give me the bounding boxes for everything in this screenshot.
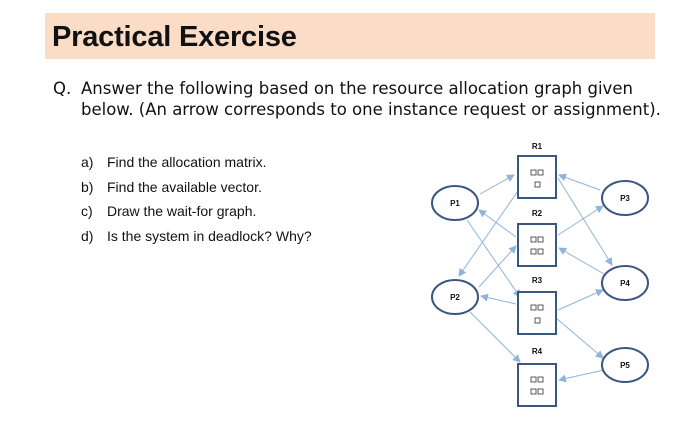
edge-p1-r1 xyxy=(480,175,514,194)
edge-r2-p3 xyxy=(558,206,603,235)
resource-label: R3 xyxy=(531,276,543,285)
process-label: P4 xyxy=(620,279,630,288)
edge-p3-r1 xyxy=(559,175,600,190)
page-title: Practical Exercise xyxy=(52,21,297,53)
resource-r3 xyxy=(518,276,556,334)
resource-label: R2 xyxy=(531,209,543,218)
task-letter: d) xyxy=(81,227,94,244)
question-text: Answer the following based on the resource allocation graph given below. (An arrow corresponds to one instance request or assignment). xyxy=(81,79,661,119)
edge-p4-r2 xyxy=(559,248,604,274)
edge-p2-r2 xyxy=(479,246,516,287)
edge-r3-p5 xyxy=(556,318,603,358)
process-label: P2 xyxy=(450,293,460,302)
task-letter: a) xyxy=(81,154,94,170)
process-p3 xyxy=(602,181,648,215)
resource-label: R1 xyxy=(531,142,543,151)
edge-r3-p2 xyxy=(481,296,516,304)
task-letter: c) xyxy=(81,203,93,219)
edge-r3-p4 xyxy=(558,290,603,310)
edge-p5-r4 xyxy=(559,370,604,380)
edge-r2-p1 xyxy=(479,210,516,237)
question-prefix: Q. xyxy=(53,79,72,98)
resource-r2 xyxy=(518,209,556,266)
process-p5 xyxy=(602,348,648,382)
task-letter: b) xyxy=(81,178,94,195)
edge-p1-r3 xyxy=(467,220,520,297)
edge-p2-r4 xyxy=(470,312,520,362)
task-text: Draw the wait-for graph. xyxy=(107,203,257,219)
process-label: P5 xyxy=(620,361,630,370)
process-label: P3 xyxy=(620,194,630,203)
resource-r4 xyxy=(518,347,556,406)
process-p2 xyxy=(432,280,478,314)
task-text: Find the allocation matrix. xyxy=(107,154,267,170)
process-label: P1 xyxy=(450,199,460,208)
task-text: Is the system in deadlock? Why? xyxy=(107,227,312,244)
resource-label: R4 xyxy=(531,347,543,356)
resource-r1 xyxy=(518,142,556,198)
task-text: Find the available vector. xyxy=(107,178,262,195)
process-p4 xyxy=(602,266,648,300)
process-p1 xyxy=(432,186,478,220)
